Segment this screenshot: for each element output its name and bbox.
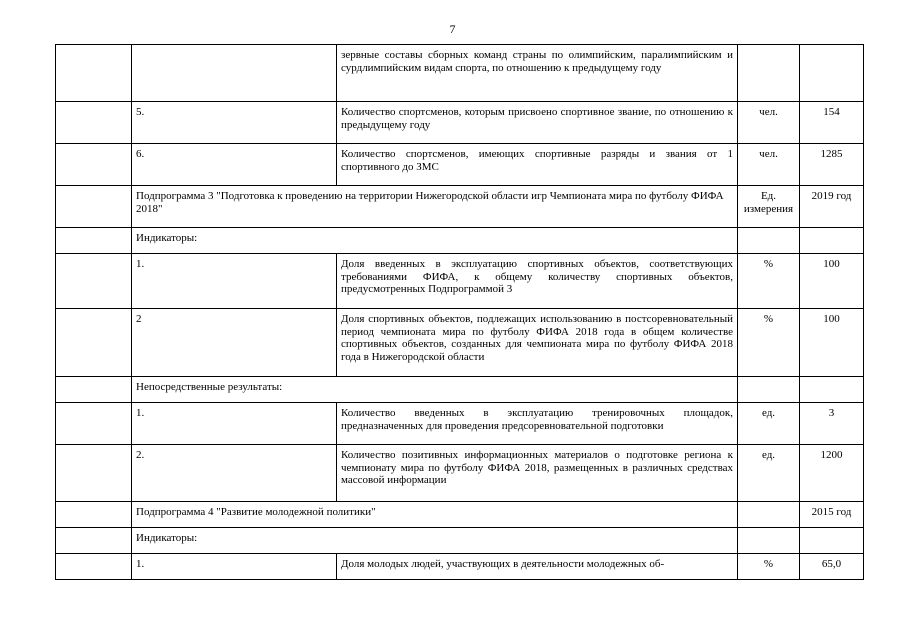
left-margin-cell — [56, 254, 132, 309]
unit-header — [738, 502, 800, 528]
row-unit: чел. — [738, 144, 800, 186]
indicators-table — [55, 44, 864, 580]
subprogram-header-row — [56, 186, 864, 228]
row-unit: % — [738, 254, 800, 309]
row-description: Количество спортсменов, имеющих спортивные разряды и звания от 1 спортивного до ЗМС — [337, 144, 738, 186]
row-number: 6. — [132, 144, 337, 186]
left-margin-cell — [56, 309, 132, 377]
row-description: Доля спортивных объектов, подлежащих использованию в постсоревновательный период чемпионата мира по футболу ФИФА 2018 года в общем количестве спортивных объектов, созданных для чемпионата мира по футболу ФИФА 2018 года в Нижегородской области — [337, 309, 738, 377]
row-value: 154 — [800, 102, 864, 144]
left-margin-cell — [56, 45, 132, 102]
empty-cell — [738, 377, 800, 403]
table-row — [56, 445, 864, 502]
row-description: Количество введенных в эксплуатацию тренировочных площадок, предназначенных для проведения предсоревновательной подготовки — [337, 403, 738, 445]
table-row — [56, 554, 864, 580]
row-unit — [738, 45, 800, 102]
left-margin-cell — [56, 144, 132, 186]
page-number: 7 — [449, 22, 456, 36]
left-margin-cell — [56, 102, 132, 144]
table-row — [56, 254, 864, 309]
row-value: 1285 — [800, 144, 864, 186]
section-label: Непосредственные результаты: — [132, 377, 738, 403]
table-row — [56, 144, 864, 186]
row-number — [132, 45, 337, 102]
left-margin-cell — [56, 403, 132, 445]
row-unit: ед. — [738, 445, 800, 502]
section-row — [56, 228, 864, 254]
table-row — [56, 102, 864, 144]
subprogram-title: Подпрограмма 3 "Подготовка к проведению на территории Нижегородской области игр Чемпионата мира по футболу ФИФА 2018" — [132, 186, 738, 228]
row-value: 100 — [800, 309, 864, 377]
empty-cell — [738, 528, 800, 554]
row-description: Количество спортсменов, которым присвоено спортивное звание, по отношению к предыдущему году — [337, 102, 738, 144]
row-value: 1200 — [800, 445, 864, 502]
row-description: Доля молодых людей, участвующих в деятельности молодежных об- — [337, 554, 738, 580]
empty-cell — [800, 528, 864, 554]
subprogram-header-row — [56, 502, 864, 528]
empty-cell — [800, 377, 864, 403]
left-margin-cell — [56, 528, 132, 554]
row-number: 2 — [132, 309, 337, 377]
row-description: зервные составы сборных команд страны по олимпийским, паралимпийским и сурдлимпийским видам спорта, по отношению к предыдущему году — [337, 45, 738, 102]
table-row — [56, 45, 864, 102]
row-number: 1. — [132, 254, 337, 309]
row-unit: % — [738, 309, 800, 377]
row-description: Количество позитивных информационных материалов о подготовке региона к чемпионату мира по футболу ФИФА 2018, размещенных в различных средствах массовой информации — [337, 445, 738, 502]
year-header: 2019 год — [800, 186, 864, 228]
section-row — [56, 528, 864, 554]
row-unit: чел. — [738, 102, 800, 144]
subprogram-title: Подпрограмма 4 "Развитие молодежной политики" — [132, 502, 738, 528]
left-margin-cell — [56, 502, 132, 528]
row-number: 5. — [132, 102, 337, 144]
left-margin-cell — [56, 554, 132, 580]
row-description: Доля введенных в эксплуатацию спортивных объектов, соответствующих требованиями ФИФА, к общему количеству спортивных объектов, предусмотренных Подпрограммой 3 — [337, 254, 738, 309]
left-margin-cell — [56, 228, 132, 254]
row-number: 1. — [132, 403, 337, 445]
left-margin-cell — [56, 377, 132, 403]
row-unit: ед. — [738, 403, 800, 445]
row-value: 100 — [800, 254, 864, 309]
row-unit: % — [738, 554, 800, 580]
section-row — [56, 377, 864, 403]
left-margin-cell — [56, 186, 132, 228]
empty-cell — [800, 228, 864, 254]
table-row — [56, 403, 864, 445]
row-value — [800, 45, 864, 102]
section-label: Индикаторы: — [132, 528, 738, 554]
row-number: 1. — [132, 554, 337, 580]
section-label: Индикаторы: — [132, 228, 738, 254]
unit-header: Ед. измерения — [738, 186, 800, 228]
row-value: 65,0 — [800, 554, 864, 580]
left-margin-cell — [56, 445, 132, 502]
empty-cell — [738, 228, 800, 254]
row-number: 2. — [132, 445, 337, 502]
row-value: 3 — [800, 403, 864, 445]
year-header: 2015 год — [800, 502, 864, 528]
table-row — [56, 309, 864, 377]
